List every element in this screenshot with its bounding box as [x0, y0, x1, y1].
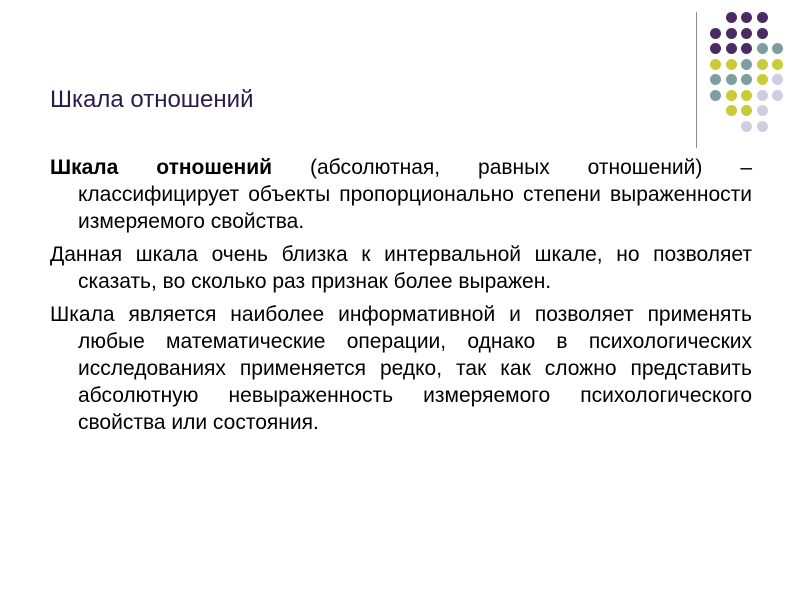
- paragraph-text: Данная шкала очень близка к интервальной шкале, но позволяет сказать, во сколько раз признак более выражен.: [50, 243, 752, 293]
- decorative-dot: [772, 90, 783, 101]
- decorative-dot: [757, 12, 768, 23]
- paragraph-definition: [50, 154, 752, 235]
- dot-grid-decoration: [700, 10, 790, 130]
- decorative-dot: [726, 59, 737, 70]
- decorative-dot: [710, 43, 721, 54]
- decorative-dot: [741, 59, 752, 70]
- decorative-dot: [726, 105, 737, 116]
- decorative-dot: [741, 90, 752, 101]
- decorative-dot: [757, 74, 768, 85]
- decorative-dot: [757, 43, 768, 54]
- paragraph-usage: [50, 301, 752, 436]
- decorative-dot: [772, 74, 783, 85]
- decorative-dot: [741, 28, 752, 39]
- decorative-dot: [726, 90, 737, 101]
- decorative-dot: [726, 12, 737, 23]
- decorative-dot: [757, 105, 768, 116]
- decorative-dot: [757, 28, 768, 39]
- decorative-dot: [772, 59, 783, 70]
- decorative-dot: [726, 28, 737, 39]
- decorative-dot: [710, 90, 721, 101]
- decorative-dot: [757, 59, 768, 70]
- slide-body: [50, 154, 752, 442]
- decorative-dot: [726, 74, 737, 85]
- decorative-dot: [741, 43, 752, 54]
- decorative-dot: [710, 28, 721, 39]
- vertical-divider: [696, 12, 697, 148]
- paragraph-comparison: [50, 241, 752, 295]
- decorative-dot: [710, 74, 721, 85]
- decorative-dot: [741, 12, 752, 23]
- decorative-dot: [772, 43, 783, 54]
- decorative-dot: [741, 121, 752, 132]
- decorative-dot: [710, 59, 721, 70]
- slide-title: Шкала отношений: [50, 86, 254, 113]
- paragraph-text: Шкала является наиболее информативной и позволяет применять любые математические операции, однако в психологических исследованиях применяется редко, так как сложно представить абсолютную невыраженность измеряемого психологического свойства или состояния.: [50, 303, 752, 434]
- decorative-dot: [757, 90, 768, 101]
- paragraph-text: (абсолютная, равных отношений) – классифицирует объекты пропорционально степени выраженности измеряемого свойства.: [78, 156, 752, 233]
- decorative-dot: [757, 121, 768, 132]
- decorative-dot: [741, 74, 752, 85]
- paragraph-bold-term: Шкала отношений: [50, 156, 273, 179]
- decorative-dot: [726, 43, 737, 54]
- decorative-dot: [741, 105, 752, 116]
